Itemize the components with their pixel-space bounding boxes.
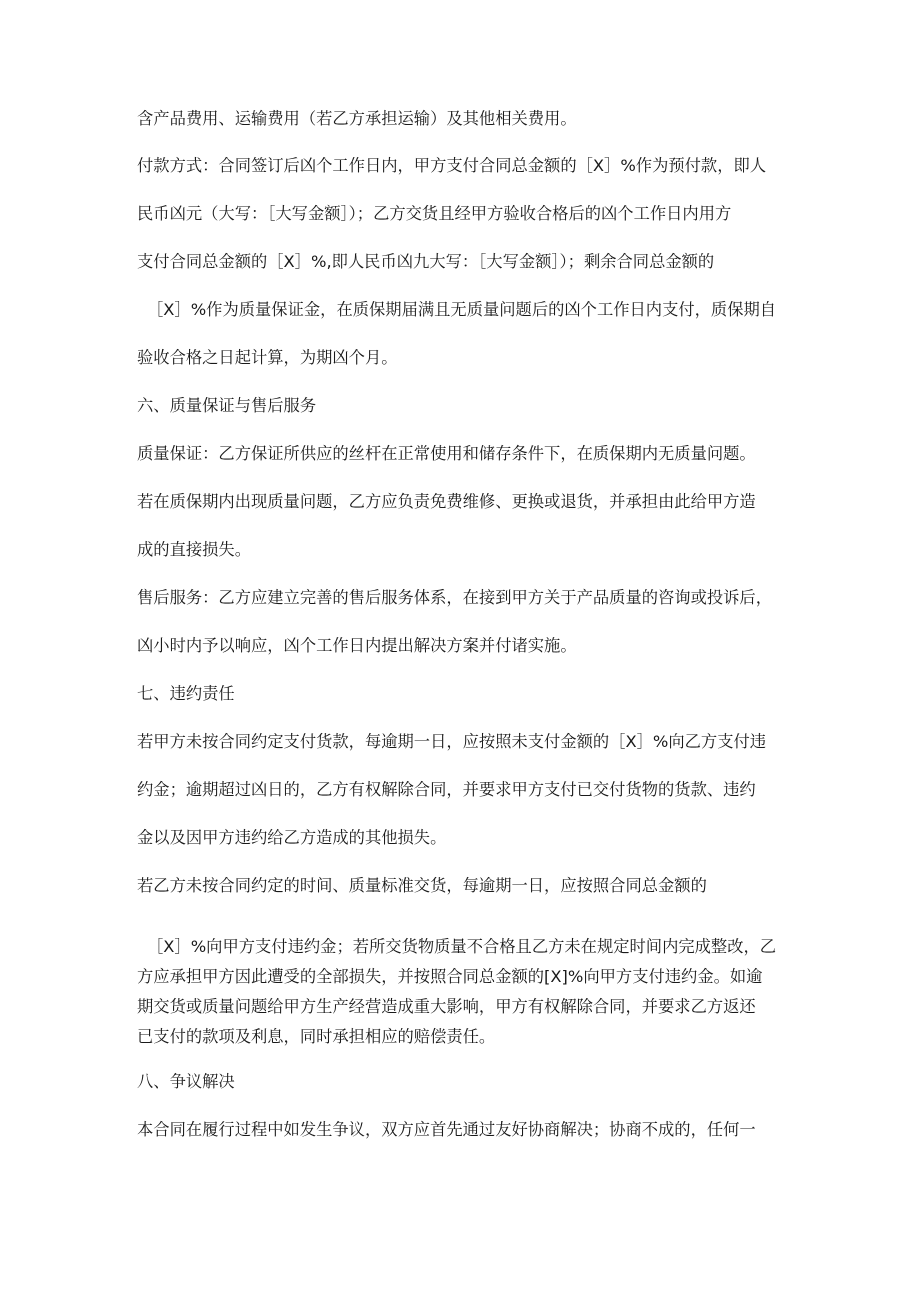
paragraph-line: 验收合格之日起计算，为期凶个月。 — [137, 348, 398, 367]
paragraph-line: ［X］%向甲方支付违约金；若所交货物质量不合格且乙方未在规定时间内完成整改，乙 — [147, 937, 777, 956]
paragraph-line: 约金；逾期超过凶日的，乙方有权解除合同，并要求甲方支付已交付货物的货款、违约 — [137, 780, 756, 799]
paragraph-line: ［X］%作为质量保证金，在质保期届满且无质量问题后的凶个工作日内支付，质保期自 — [147, 300, 777, 319]
section-heading: 七、违约责任 — [137, 684, 235, 703]
paragraph-line: 凶小时内予以响应，凶个工作日内提出解决方案并付诸实施。 — [137, 636, 577, 655]
paragraph-line: 民币凶元（大写：［大写金额］）；乙方交货且经甲方验收合格后的凶个工作日内用方 — [137, 204, 732, 223]
paragraph-line: 金以及因甲方违约给乙方造成的其他损失。 — [137, 828, 447, 847]
paragraph-line: 质量保证：乙方保证所供应的丝杆在正常使用和储存条件下，在质保期内无质量问题。 — [137, 444, 756, 463]
paragraph-line: 付款方式：合同签订后凶个工作日内，甲方支付合同总金额的［X］%作为预付款，即人 — [137, 156, 767, 175]
paragraph-line: 方应承担甲方因此遭受的全部损失，并按照合同总金额的[X]%向甲方支付违约金。如逾 — [137, 967, 763, 986]
paragraph-line: 若乙方未按合同约定的时间、质量标准交货，每逾期一日，应按照合同总金额的 — [137, 876, 707, 895]
section-heading: 六、质量保证与售后服务 — [137, 396, 317, 415]
paragraph-line: 若在质保期内出现质量问题，乙方应负责免费维修、更换或退货，并承担由此给甲方造 — [137, 492, 756, 511]
paragraph-line: 若甲方未按合同约定支付货款，每逾期一日，应按照未支付金额的［X］%向乙方支付违 — [137, 732, 767, 751]
section-heading: 八、争议解决 — [137, 1072, 235, 1091]
paragraph-line: 成的直接损失。 — [137, 540, 251, 559]
paragraph-line: 已支付的款项及利息，同时承担相应的赔偿责任。 — [137, 1027, 496, 1046]
paragraph-line: 本合同在履行过程中如发生争议，双方应首先通过友好协商解决；协商不成的，任何一 — [137, 1120, 756, 1139]
paragraph-line: 支付合同总金额的［X］%,即人民币凶九大写：［大写金额］）；剩余合同总金额的 — [137, 252, 715, 271]
paragraph-line: 期交货或质量问题给甲方生产经营造成重大影响，甲方有权解除合同，并要求乙方返还 — [137, 997, 756, 1016]
paragraph-line: 售后服务：乙方应建立完善的售后服务体系，在接到甲方关于产品质量的咨询或投诉后， — [137, 588, 772, 607]
paragraph-line: 含产品费用、运输费用（若乙方承担运输）及其他相关费用。 — [137, 109, 577, 128]
